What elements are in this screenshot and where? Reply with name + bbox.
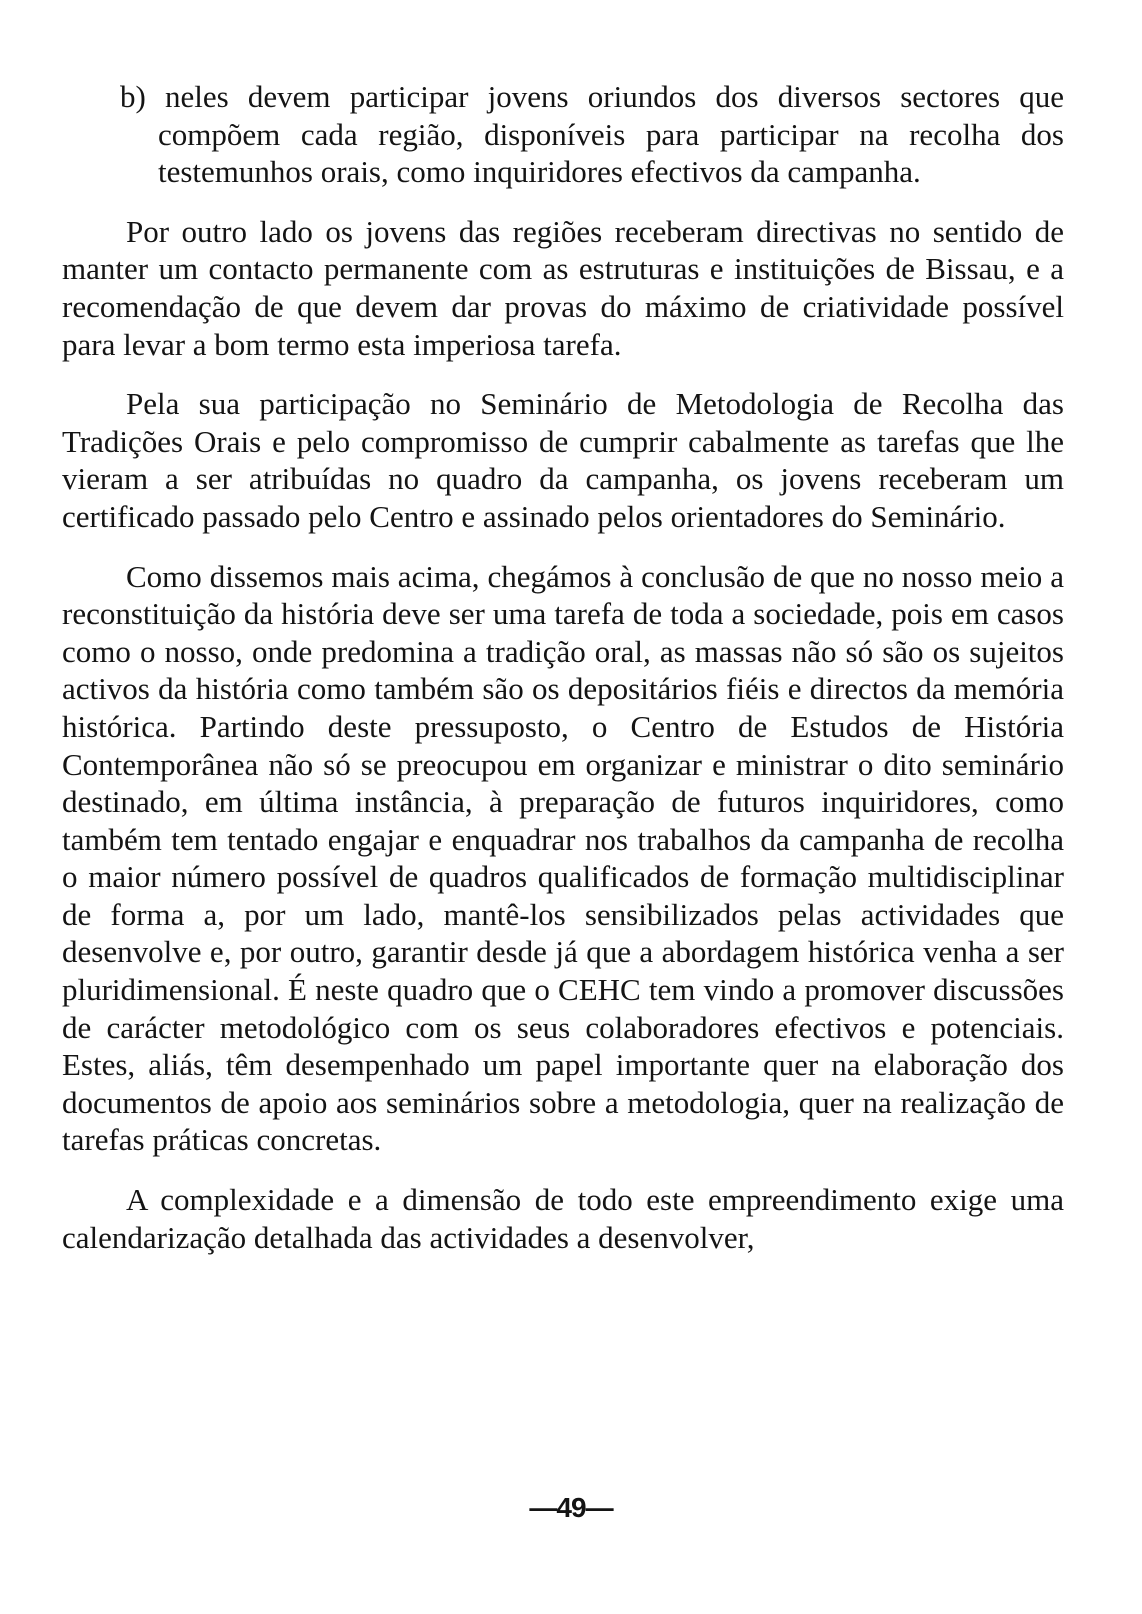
- paragraph-complexity: A complexidade e a dimensão de todo este empreendimento exige uma calendarização detalhada das actividades a desenvolver,: [62, 1182, 1064, 1255]
- page-body: [62, 78, 1064, 1256]
- paragraph-seminar-certificate: Pela sua participação no Seminário de Metodologia de Recolha das Tradições Orais e pelo compromisso de cumprir cabalmente as tarefas que lhe vieram a ser atribuídas no quadro da campanha, os jovens receberam um certificado passado pelo Centro e assinado pelos orientadores do Seminário.: [62, 386, 1064, 534]
- page-number: —49—: [529, 1492, 613, 1523]
- list-item-b: b) neles devem participar jovens oriundos dos diversos sectores que compõem cada região, disponíveis para participar na recolha dos testemunhos orais, como inquiridores efectivos da campanha.: [120, 79, 1064, 190]
- paragraph-history-reconstruction: Como dissemos mais acima, chegámos à conclusão de que no nosso meio a reconstituição da história deve ser uma tarefa de toda a sociedade, pois em casos como o nosso, onde predomina a tradição oral, as massas não só são os sujeitos activos da história como também são os depositários fiéis e directos da memória histórica. Partindo deste pressuposto, o Centro de Estudos de História Contemporânea não só se preocupou em organizar e ministrar o dito seminário destinado, em última instância, à preparação de futuros inquiridores, como também tem tentado engajar e enquadrar nos trabalhos da campanha de recolha o maior número possível de quadros qualificados de formação multidisciplinar de forma a, por um lado, mantê-los sensibilizados pelas actividades que desenvolve e, por outro, garantir desde já que a abordagem histórica venha a ser pluridimensional. É neste quadro que o CEHC tem vindo a promover discussões de carácter metodológico com os seus colaboradores efectivos e potenciais. Estes, aliás, têm desempenhado um papel importante quer na elaboração dos documentos de apoio aos seminários sobre a metodologia, quer na realização de tarefas práticas concretas.: [62, 558, 1064, 1158]
- paragraph-youth-directives: Por outro lado os jovens das regiões receberam directivas no sentido de manter um contacto permanente com as estruturas e instituições de Bissau, e a recomendação de que devem dar provas do máximo de criatividade possível para levar a bom termo esta imperiosa tarefa.: [62, 213, 1064, 362]
